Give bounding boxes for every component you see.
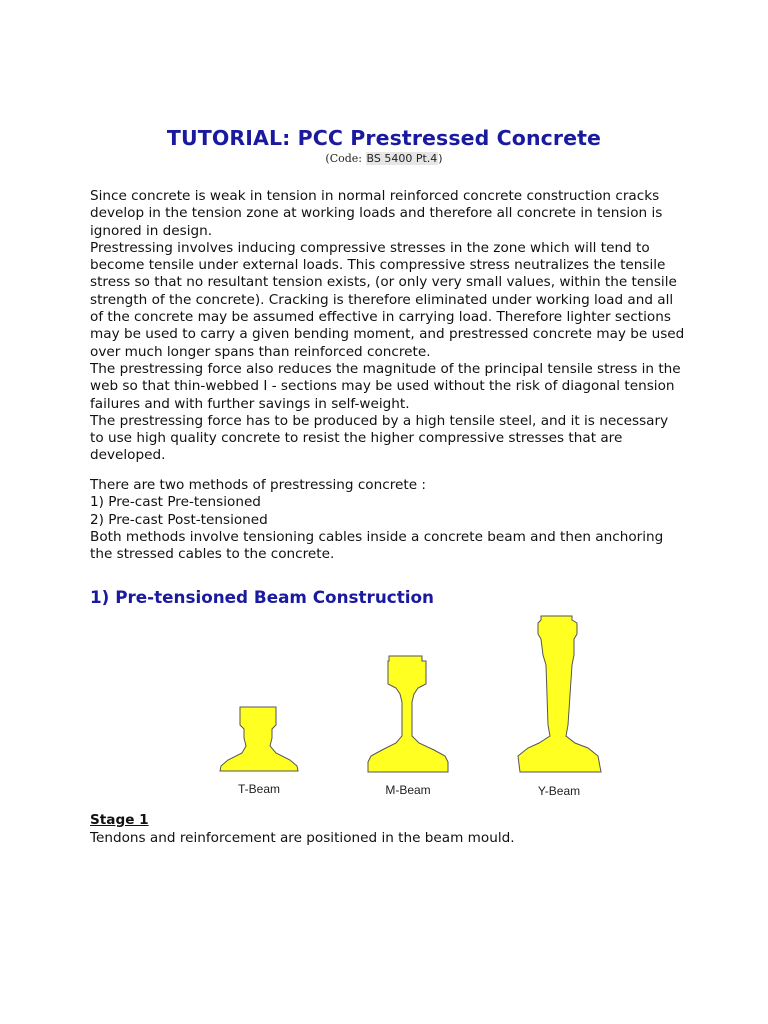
code-prefix: (Code: xyxy=(325,152,366,165)
text-line: developed. xyxy=(90,447,166,464)
text-line: There are two methods of prestressing concrete : xyxy=(90,477,426,493)
text-line: Prestressing involves inducing compressive stresses in the zone which will tend to xyxy=(90,239,650,256)
code-suffix: ) xyxy=(438,152,443,165)
page-title: TUTORIAL: PCC Prestressed Concrete xyxy=(166,126,602,150)
text-line: may be used to carry a given bending moment, and prestressed concrete may be used xyxy=(90,326,685,343)
text-line: stress so that no resultant tension exists, (or only very small values, within the tensile xyxy=(90,274,677,291)
code-reference xyxy=(0,152,768,165)
text-line: strength of the concrete). Cracking is therefore eliminated under working load and all xyxy=(90,291,674,308)
text-line: Both methods involve tensioning cables inside a concrete beam and then anchoring xyxy=(90,528,664,545)
text-line: ignored in design. xyxy=(90,222,213,239)
text-line: over much longer spans than reinforced concrete. xyxy=(90,343,431,360)
methods-paragraph xyxy=(90,477,730,563)
t-beam-label: T-Beam xyxy=(237,782,281,796)
beam-sections-figure xyxy=(200,605,620,810)
text-line: The prestressing force has to be produced by a high tensile steel, and it is necessary xyxy=(90,412,669,429)
y-beam-label: Y-Beam xyxy=(537,784,581,798)
stage-title: Stage 1 xyxy=(90,812,149,828)
m-beam-section xyxy=(368,656,448,772)
text-line: web so that thin-webbed I - sections may be used without the risk of diagonal tension xyxy=(90,378,675,395)
code-standard: BS 5400 Pt.4 xyxy=(366,152,438,165)
text-line: the stressed cables to the concrete. xyxy=(90,546,335,563)
text-line: 2) Pre-cast Post-tensioned xyxy=(90,511,268,528)
text-line: of the concrete may be assumed effective in carrying load. Therefore lighter sections xyxy=(90,309,671,326)
text-line: become tensile under external loads. This compressive stress neutralizes the tensile xyxy=(90,257,666,274)
stage-description: Tendons and reinforcement are positioned in the beam mould. xyxy=(90,830,515,846)
text-line: develop in the tension zone at working loads and therefore all concrete in tension is xyxy=(90,205,663,222)
text-line: failures and with further savings in self-weight. xyxy=(90,395,410,412)
y-beam-section xyxy=(518,616,601,772)
text-line: 1) Pre-cast Pre-tensioned xyxy=(90,494,261,511)
text-line: to use high quality concrete to resist the higher compressive stresses that are xyxy=(90,430,623,447)
section-heading: 1) Pre-tensioned Beam Construction xyxy=(90,587,434,607)
text-line: The prestressing force also reduces the magnitude of the principal tensile stress in the xyxy=(90,360,681,377)
text-line: Since concrete is weak in tension in normal reinforced concrete construction cracks xyxy=(90,188,660,204)
m-beam-label: M-Beam xyxy=(385,783,431,797)
intro-paragraph xyxy=(90,188,730,465)
t-beam-section xyxy=(220,707,298,771)
